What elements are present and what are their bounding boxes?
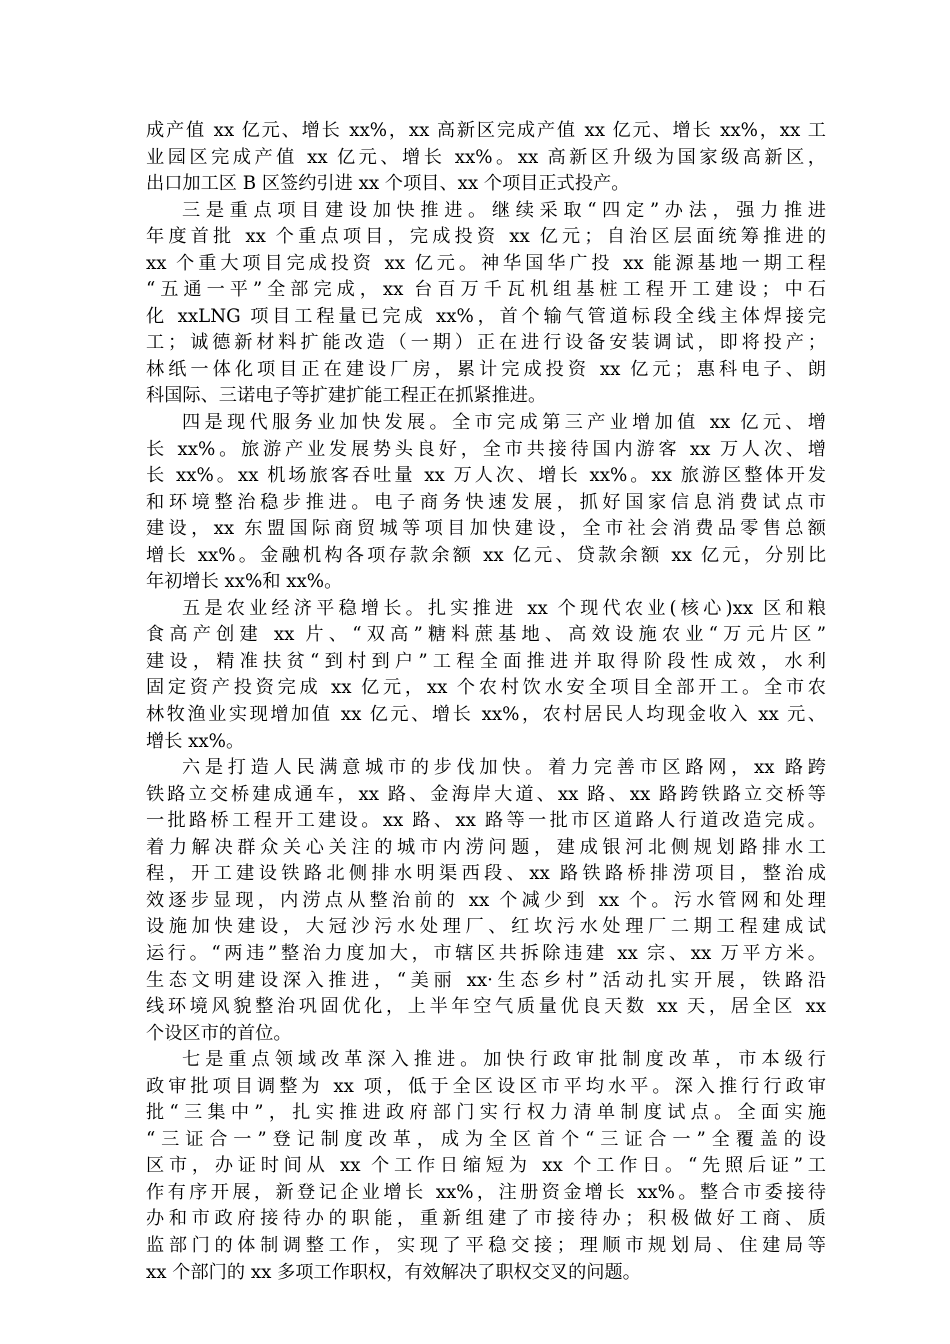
text-line: 区市，办证时间从 xx 个工作日缩短为 xx 个工作日。“先照后证”工 xyxy=(146,1155,826,1177)
text-line: 成产值 xx 亿元、增长 xx%，xx 高新区完成产值 xx 亿元、增长 xx%，xx 工 xyxy=(146,120,826,141)
text-line: 年度首批 xx 个重点项目，完成投资 xx 亿元；自治区层面统筹推进的 xyxy=(146,226,826,248)
text-line: 着力解决群众关心关注的城市内涝问题，建成银河北侧规划路排水工 xyxy=(146,836,826,858)
text-line: 铁路立交桥建成通车，xx 路、金海岸大道、xx 路、xx 路跨铁路立交桥等 xyxy=(146,783,826,805)
text-line: “五通一平”全部完成，xx 台百万千瓦机组基桩工程开工建设；中石 xyxy=(146,279,826,301)
text-line: 林牧渔业实现增加值 xx 亿元、增长 xx%，农村居民人均现金收入 xx 元、 xyxy=(146,704,826,726)
text-line: 程，开工建设铁路北侧排水明渠西段、xx 路铁路桥排涝项目，整治成 xyxy=(146,863,826,885)
text-line: 年初增长 xx%和 xx%。 xyxy=(146,571,343,593)
text-line: 效逐步显现，内涝点从整治前的 xx 个减少到 xx 个。污水管网和处理 xyxy=(146,889,826,911)
text-line: 科国际、三诺电子等扩建扩能工程正在抓紧推进。 xyxy=(146,385,547,407)
text-line: 工；诚德新材料扩能改造（一期）正在进行设备安装调试，即将投产； xyxy=(146,332,826,354)
text-line: 七是重点领域改革深入推进。加快行政审批制度改革，市本级行 xyxy=(182,1049,826,1071)
text-line: 设施加快建设，大冠沙污水处理厂、红坎污水处理厂二期工程建成试 xyxy=(146,916,826,938)
text-line: 三是重点项目建设加快推进。继续采取“四定”办法，强力推进 xyxy=(182,199,826,221)
text-line: 长 xx%。xx 机场旅客吞吐量 xx 万人次、增长 xx%。xx 旅游区整体开发 xyxy=(146,465,826,487)
text-line: 办和市政府接待办的职能，重新组建了市接待办；积极做好工商、质 xyxy=(146,1208,826,1230)
text-line: “三证合一”登记制度改革，成为全区首个“三证合一”全覆盖的设 xyxy=(146,1128,826,1150)
text-line: xx 个部门的 xx 多项工作职权，有效解决了职权交叉的问题。 xyxy=(146,1261,641,1283)
text-line: 建设，xx 东盟国际商贸城等项目加快建设，全市社会消费品零售总额 xyxy=(146,518,826,540)
text-line: xx 个重大项目完成投资 xx 亿元。神华国华广投 xx 能源基地一期工程 xyxy=(146,252,826,274)
text-line: 和环境整治稳步推进。电子商务快速发展，抓好国家信息消费试点市 xyxy=(146,491,826,513)
text-line: 出口加工区 B 区签约引进 xx 个项目、xx 个项目正式投产。 xyxy=(146,173,630,195)
document-body xyxy=(146,118,826,1286)
text-line: 线环境风貌整治巩固优化，上半年空气质量优良天数 xx 天，居全区 xx xyxy=(146,996,826,1018)
text-line: 增长 xx%。金融机构各项存款余额 xx 亿元、贷款余额 xx 亿元，分别比 xyxy=(146,544,826,566)
text-line: 政审批项目调整为 xx 项，低于全区设区市平均水平。深入推行行政审 xyxy=(146,1075,826,1097)
text-line: 增长 xx%。 xyxy=(146,730,245,752)
text-line: 一批路桥工程开工建设。xx 路、xx 路等一批市区道路人行道改造完成。 xyxy=(146,810,826,832)
text-line: 化 xxLNG 项目工程量已完成 xx%，首个输气管道标段全线主体焊接完 xyxy=(146,305,826,327)
text-line: 运行。“两违”整治力度加大，市辖区共拆除违建 xx 宗、xx 万平方米。 xyxy=(146,942,826,964)
text-line: 五是农业经济平稳增长。扎实推进 xx 个现代农业(核心)xx 区和粮 xyxy=(182,597,826,619)
text-line: 食高产创建 xx 片、“双高”糖料蔗基地、高效设施农业“万元片区” xyxy=(146,624,826,646)
text-line: 业园区完成产值 xx 亿元、增长 xx%。xx 高新区升级为国家级高新区， xyxy=(146,146,826,168)
text-line: 个设区市的首位。 xyxy=(146,1022,292,1044)
text-line: 固定资产投资完成 xx 亿元，xx 个农村饮水安全项目全部开工。全市农 xyxy=(146,677,826,699)
text-line: 林纸一体化项目正在建设厂房，累计完成投资 xx 亿元；惠科电子、朗 xyxy=(146,358,826,380)
text-line: 批“三集中”，扎实推进政府部门实行权力清单制度试点。全面实施 xyxy=(146,1102,826,1124)
text-line: 监部门的体制调整工作，实现了平稳交接；理顺市规划局、住建局等 xyxy=(146,1234,826,1256)
text-line: 生态文明建设深入推进，“美丽 xx·生态乡村”活动扎实开展，铁路沿 xyxy=(146,969,826,991)
text-line: 作有序开展，新登记企业增长 xx%，注册资金增长 xx%。整合市委接待 xyxy=(146,1181,826,1203)
text-line: 建设，精准扶贫“到村到户”工程全面推进并取得阶段性成效，水利 xyxy=(146,650,826,672)
text-line: 四是现代服务业加快发展。全市完成第三产业增加值 xx 亿元、增 xyxy=(182,412,826,434)
text-line: 六是打造人民满意城市的步伐加快。着力完善市区路网，xx 路跨 xyxy=(182,757,826,779)
text-line: 长 xx%。旅游产业发展势头良好，全市共接待国内游客 xx 万人次、增 xyxy=(146,438,826,460)
